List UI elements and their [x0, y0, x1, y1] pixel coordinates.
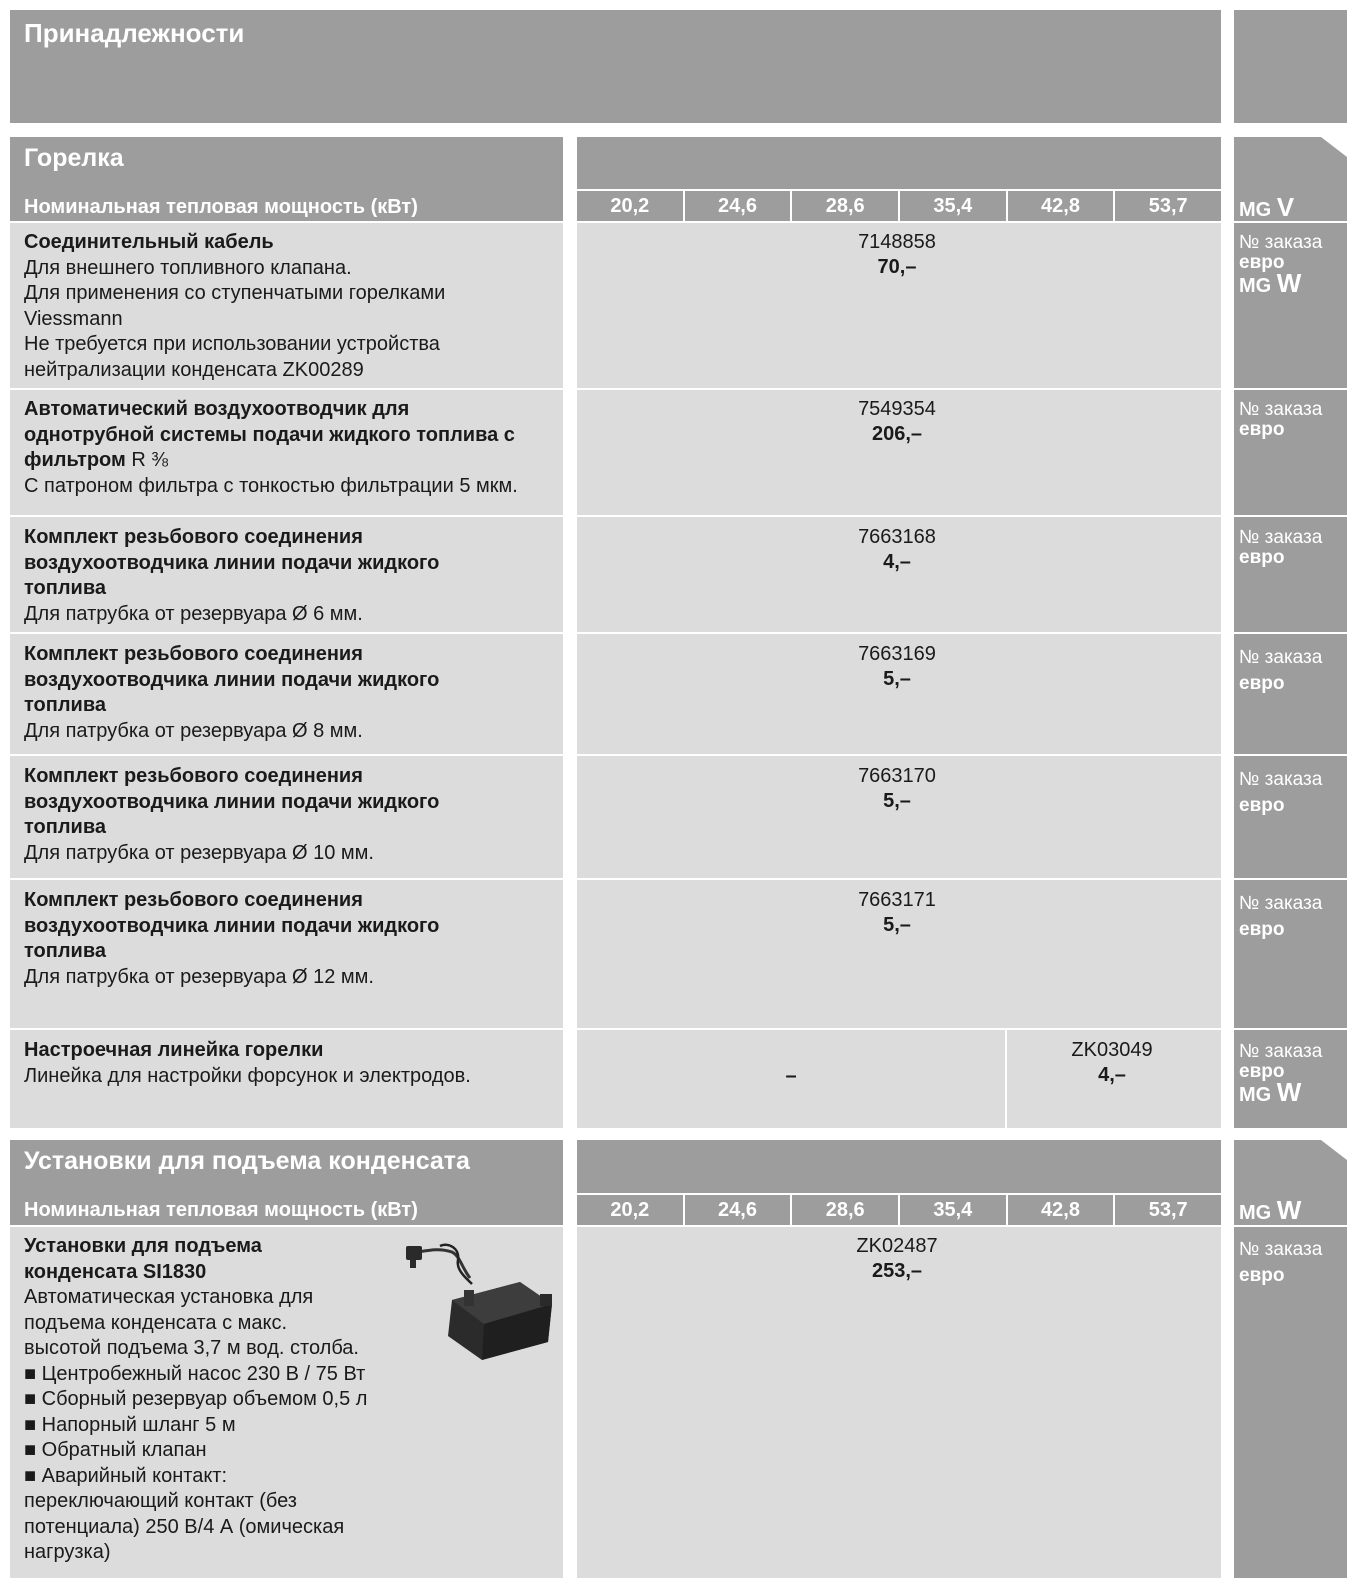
- price: 5,–: [883, 790, 911, 812]
- mg-label: MG W: [1239, 1077, 1302, 1107]
- page-title: Принадлежности: [24, 18, 245, 48]
- order-number: 7663168: [858, 526, 936, 548]
- price: 4,–: [1098, 1064, 1126, 1086]
- row-line: Для патрубка от резервуара Ø 10 мм.: [24, 841, 374, 864]
- page-header-side: [1234, 10, 1347, 123]
- capacity-cell: 42,8: [1008, 191, 1116, 221]
- row-line: ■ Сборный резервуар объемом 0,5 л: [24, 1388, 368, 1410]
- row-description: [24, 888, 554, 990]
- side-divider: [1234, 1028, 1347, 1030]
- side-divider: [1234, 388, 1347, 390]
- mg-label: MG V: [1239, 192, 1295, 222]
- order-label: № заказа: [1239, 399, 1323, 420]
- row-line: Линейка для настройки форсунок и электродов.: [24, 1064, 471, 1087]
- row-title: воздухоотводчика линии подачи жидкого: [24, 914, 440, 937]
- mg-label: MG W: [1239, 1195, 1302, 1225]
- capacity-cell: 20,2: [577, 191, 685, 221]
- order-label: № заказа: [1239, 893, 1323, 914]
- price: 5,–: [883, 914, 911, 936]
- row-title: фильтром: [24, 449, 126, 471]
- capacity-cell: 28,6: [792, 1195, 900, 1225]
- euro-label: евро: [1239, 1265, 1285, 1286]
- row-line: Для внешнего топливного клапана.: [24, 256, 352, 279]
- row-line: ■ Напорный шланг 5 м: [24, 1413, 236, 1436]
- row-title: Автоматический воздухоотводчик для: [24, 398, 410, 420]
- capacity-cell: 42,8: [1008, 1195, 1116, 1225]
- price: 70,–: [877, 256, 917, 278]
- order-number: 7549354: [858, 398, 936, 420]
- order-label: № заказа: [1239, 647, 1323, 668]
- order-label: № заказа: [1239, 232, 1323, 253]
- order-label: № заказа: [1239, 769, 1323, 790]
- row-title: Комплект резьбового соединения: [24, 643, 363, 665]
- side-label: [1239, 1237, 1322, 1289]
- side-label: [1239, 645, 1322, 697]
- row-line: ■ Аварийный контакт:: [24, 1464, 228, 1487]
- row-title: Установки для подъема: [24, 1235, 262, 1257]
- side-label: [1239, 400, 1322, 440]
- row-title: однотрубной системы подачи жидкого топлива с: [24, 423, 515, 446]
- side-divider: [1234, 632, 1347, 634]
- order-label: № заказа: [1239, 1239, 1323, 1260]
- row-line: Автоматическая установка для: [24, 1286, 314, 1308]
- order-number: ZK03049: [1071, 1039, 1153, 1061]
- capacity-cell: 20,2: [577, 1195, 685, 1225]
- row-title: топлива: [24, 577, 106, 599]
- order-cell: [577, 230, 1217, 280]
- price: 206,–: [871, 423, 923, 445]
- order-cell: [577, 1234, 1217, 1284]
- capacity-row: [577, 1195, 1221, 1225]
- euro-label: евро: [1239, 795, 1285, 816]
- order-number: ZK02487: [856, 1235, 938, 1257]
- section-subtitle: Номинальная тепловая мощность (кВт): [24, 1199, 418, 1221]
- euro-label: евро: [1239, 252, 1285, 273]
- side-label: [1239, 767, 1322, 819]
- row-title: Комплект резьбового соединения: [24, 889, 363, 911]
- euro-label: евро: [1239, 419, 1285, 440]
- euro-label: евро: [1239, 919, 1285, 940]
- side-label: [1239, 891, 1322, 943]
- row-line: нейтрализации конденсата ZK00289: [24, 358, 364, 381]
- row-line: подъема конденсата с макс.: [24, 1311, 288, 1334]
- capacity-cell: 24,6: [685, 1195, 793, 1225]
- mg-label: MG W: [1239, 268, 1302, 298]
- row-line: ■ Центробежный насос 230 В / 75 Вт: [24, 1362, 366, 1385]
- side-divider: [1234, 515, 1347, 517]
- capacity-cell: 28,6: [792, 191, 900, 221]
- row-line: Для патрубка от резервуара Ø 6 мм.: [24, 602, 363, 625]
- row-title: Комплект резьбового соединения: [24, 765, 363, 787]
- euro-label: евро: [1239, 547, 1285, 568]
- row-description: [24, 230, 554, 383]
- row-line: Не требуется при использовании устройства: [24, 333, 440, 355]
- row-title: Настроечная линейка горелки: [24, 1039, 324, 1061]
- row-line: нагрузка): [24, 1541, 111, 1563]
- row-line: переключающий контакт (без: [24, 1490, 297, 1512]
- capacity-cell: 53,7: [1148, 1199, 1188, 1221]
- row-title: Комплект резьбового соединения: [24, 526, 363, 548]
- row-line: Для патрубка от резервуара Ø 8 мм.: [24, 719, 363, 742]
- side-label: [1239, 233, 1322, 297]
- side-label: [1239, 528, 1322, 568]
- side-divider: [1234, 754, 1347, 756]
- order-number: 7663170: [858, 765, 936, 787]
- capacity-row: [577, 191, 1221, 221]
- corner-fold: [1321, 137, 1347, 157]
- price: 4,–: [883, 551, 911, 573]
- row-title-suffix: R ⅜: [125, 449, 169, 471]
- order-cell: [577, 525, 1217, 575]
- capacity-cell: 53,7: [1148, 195, 1188, 217]
- capacity-cell: 24,6: [685, 191, 793, 221]
- row-title: топлива: [24, 816, 106, 838]
- row-line: С патроном фильтра с тонкостью фильтрации 5 мкм.: [24, 474, 518, 497]
- row-line: Для патрубка от резервуара Ø 12 мм.: [24, 965, 374, 988]
- capacity-cell: 35,4: [900, 1195, 1008, 1225]
- order-cell: [577, 888, 1217, 938]
- order-number: 7663171: [858, 889, 936, 911]
- order-cell: [577, 397, 1217, 447]
- row-line: ■ Обратный клапан: [24, 1439, 207, 1461]
- row-line: высотой подъема 3,7 м вод. столба.: [24, 1337, 359, 1359]
- row-description: [24, 642, 554, 744]
- order-number: 7148858: [858, 231, 936, 253]
- row-title: воздухоотводчика линии подачи жидкого: [24, 790, 440, 813]
- row-title: топлива: [24, 940, 106, 962]
- row-title: воздухоотводчика линии подачи жидкого: [24, 668, 440, 691]
- row-description: [24, 525, 554, 627]
- section-subtitle: Номинальная тепловая мощность (кВт): [24, 196, 418, 218]
- row-title: конденсата SI1830: [24, 1260, 207, 1283]
- row-title: Соединительный кабель: [24, 231, 274, 253]
- row-title: воздухоотводчика линии подачи жидкого: [24, 551, 440, 574]
- order-number: 7663169: [858, 643, 936, 665]
- order-label: № заказа: [1239, 1041, 1323, 1062]
- row-description: [24, 764, 554, 866]
- row-title: топлива: [24, 694, 106, 716]
- side-divider: [1234, 878, 1347, 880]
- section-title: Установки для подъема конденсата: [24, 1147, 470, 1175]
- order-label: № заказа: [1239, 527, 1323, 548]
- row-line: Viessmann: [24, 307, 123, 330]
- row-description: [24, 1038, 554, 1089]
- section-title: Горелка: [24, 144, 124, 172]
- euro-label: евро: [1239, 1061, 1285, 1082]
- condensate-pump-image: [400, 1238, 560, 1363]
- row-description: [24, 1234, 404, 1566]
- order-cell: [577, 764, 1217, 814]
- order-cell: [1007, 1038, 1217, 1088]
- row-line: Для применения со ступенчатыми горелками: [24, 282, 446, 304]
- corner-fold: [1321, 1140, 1347, 1160]
- euro-label: евро: [1239, 673, 1285, 694]
- side-label: [1239, 1042, 1322, 1106]
- row-description: [24, 397, 559, 499]
- price: 5,–: [883, 668, 911, 690]
- row-line: потенциала) 250 В/4 А (омическая: [24, 1515, 345, 1538]
- price: 253,–: [871, 1260, 923, 1282]
- order-cell: [577, 642, 1217, 692]
- not-available-dash: –: [785, 1065, 797, 1087]
- capacity-cell: 35,4: [900, 191, 1008, 221]
